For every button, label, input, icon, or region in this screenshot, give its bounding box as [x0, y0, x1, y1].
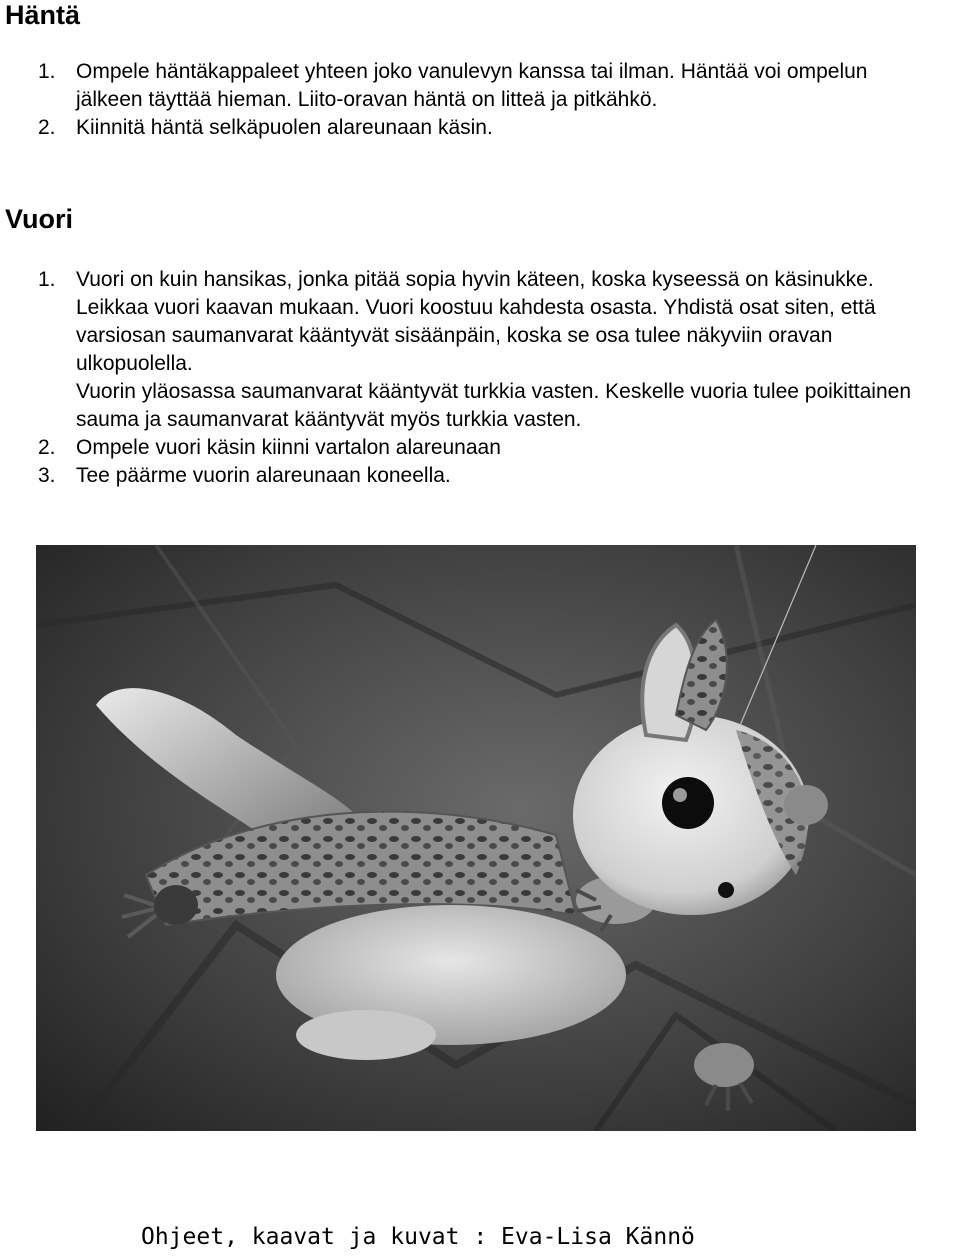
step-number: 2.	[38, 116, 56, 139]
vuori-steps-list	[38, 266, 938, 490]
hanta-steps-list	[38, 58, 938, 142]
step-number: 1.	[38, 60, 56, 83]
section-title-vuori: Vuori	[5, 204, 74, 234]
step-number: 3.	[38, 464, 56, 487]
step-text: Vuori on kuin hansikas, jonka pitää sopia hyvin käteen, koska kyseessä on käsinukke. Leikkaa vuori kaavan mukaan. Vuori koostuu kahdesta osasta. Yhdistä osat siten, että varsiosan saumanvarat kääntyvät sisäänpäin, koska se osa tulee näkyviin oravan ulkopuolella.	[76, 268, 876, 375]
step-text: Tee päärme vuorin alareunaan koneella.	[76, 464, 451, 487]
step-number: 1.	[38, 268, 56, 291]
back-paw	[154, 885, 198, 925]
list-item	[38, 114, 938, 142]
step-number: 2.	[38, 436, 56, 459]
step-text: Ompele häntäkappaleet yhteen joko vanulevyn kanssa tai ilman. Häntää voi ompelun jälkeen täyttää hieman. Liito-oravan häntä on litteä ja pitkähkö.	[76, 60, 868, 111]
flying-squirrel-puppet-photo	[36, 545, 916, 1131]
section-title-hanta: Häntä	[5, 0, 81, 30]
list-item	[38, 58, 938, 114]
list-item	[38, 266, 938, 434]
front-paw	[694, 1043, 754, 1087]
step-text: Ompele vuori käsin kiinni vartalon alareunaan	[76, 436, 501, 459]
list-item	[38, 434, 938, 462]
author-credit: Ohjeet, kaavat ja kuvat : Eva-Lisa Kännö	[141, 1224, 695, 1250]
list-item	[38, 462, 938, 490]
nose	[718, 882, 734, 898]
eye	[662, 777, 714, 829]
step-text-continued: Vuorin yläosassa saumanvarat kääntyvät turkkia vasten. Keskelle vuoria tulee poikittainen sauma ja saumanvarat kääntyvät myös turkkia vasten.	[76, 380, 912, 431]
step-text: Kiinnitä häntä selkäpuolen alareunaan käsin.	[76, 116, 493, 139]
